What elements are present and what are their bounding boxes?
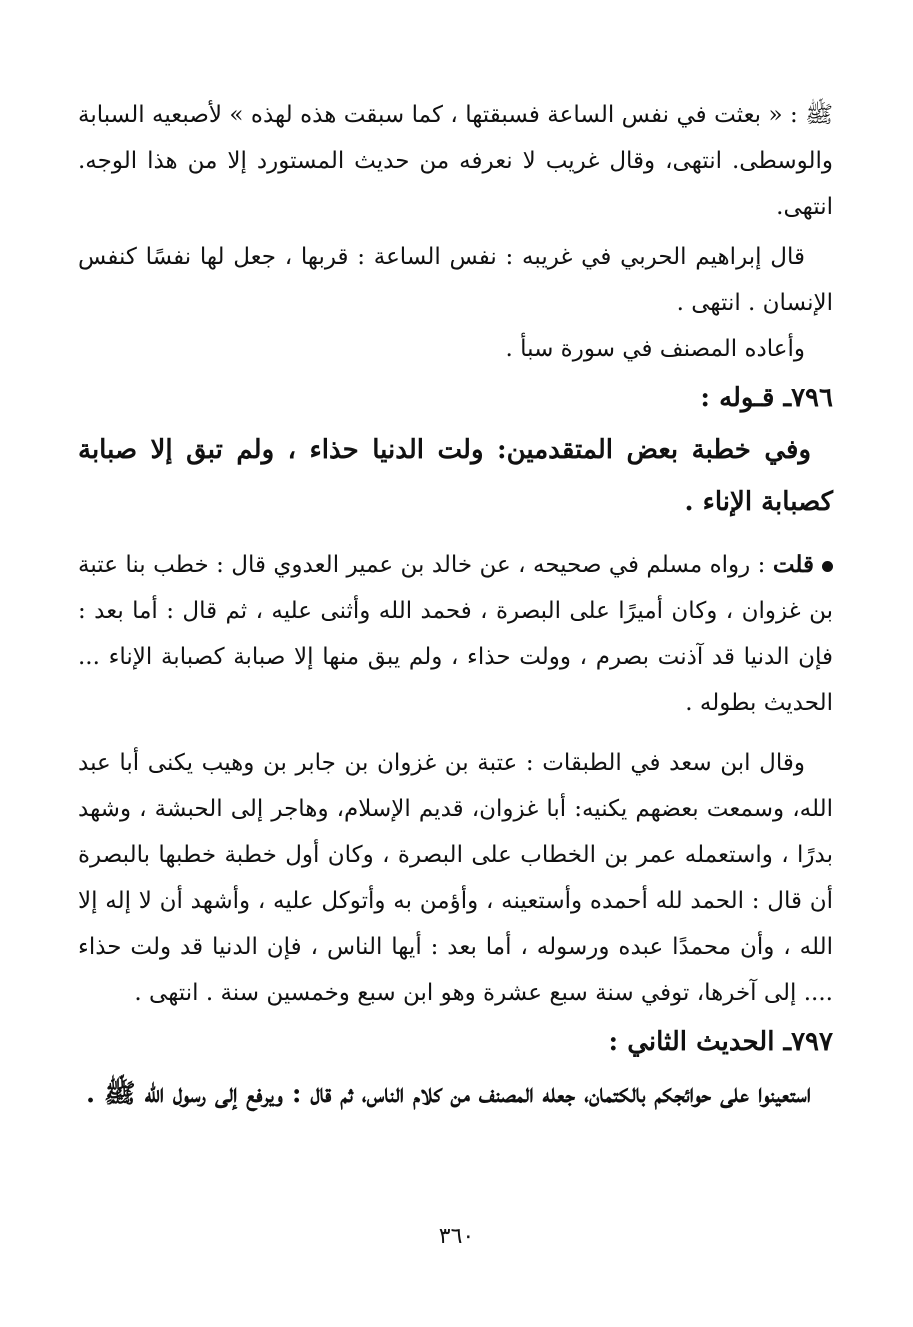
commentary-body: : رواه مسلم في صحيحه ، عن خالد بن عمير العدوي قال : خطب بنا عتبة بن غزوان ، وكان أميرًا على البصرة ، فحمد الله وأثنى عليه ، ثم قال : أما بعد : فإن الدنيا قد آذنت بصرم ، وولت حذاء ، ولم يبق منها إلا صبابة كصبابة الإناء ... الحديث بطوله . xyxy=(78,552,833,716)
page-number: ٣٦٠ xyxy=(438,1224,475,1249)
quote-text-796: وفي خطبة بعض المتقدمين: ولت الدنيا حذاء ، ولم تبق إلا صبابة كصبابة الإناء . xyxy=(78,435,833,517)
quote-text-797: استعينوا على حوائجكم بالكتمان، جعله المصنف من كلام الناس، ثم قال : ويرفع إلى رسول الله ﷺ . xyxy=(85,1079,811,1109)
page-body xyxy=(78,92,833,1120)
paragraph-commentary xyxy=(78,542,833,726)
section-heading-797: ٧٩٧ـ الحديث الثاني : xyxy=(608,1027,833,1057)
paragraph-ibn-saad: وقال ابن سعد في الطبقات : عتبة بن غزوان بن جابر بن وهيب يكنى أبا عبد الله، وسمعت بعضهم يكنيه: أبا غزوان، قديم الإسلام، وهاجر إلى الحبشة ، وشهد بدرًا ، واستعمله عمر بن الخطاب على البصرة ، وكان أول خطبة خطبها بالبصرة أن قال : الحمد لله أحمده وأستعينه ، وأؤمن به وأتوكل عليه ، وأشهد أن لا إله إلا الله ، وأن محمدًا عبده ورسوله ، أما بعد : أيها الناس ، فإن الدنيا قد ولت حذاء .... إلى آخرها، توفي سنة سبع عشرة وهو ابن سبع وخمسين سنة . انتهى . xyxy=(78,750,834,1006)
paragraph-repeated-note: وأعاده المصنف في سورة سبأ . xyxy=(505,336,805,362)
commentary-lead: قلت xyxy=(772,551,815,578)
paragraph-hadith-tail: ﷺ : « بعثت في نفس الساعة فسبقتها ، كما سبقت هذه لهذه » لأصبعيه السبابة والوسطى. انتهى، وقال غريب لا نعرفه من حديث المستورد إلا من هذا الوجه. انتهى. xyxy=(78,102,833,220)
section-heading-796: ٧٩٦ـ قـوله : xyxy=(700,383,833,413)
paragraph-harbi-quote: قال إبراهيم الحربي في غريبه : نفس الساعة : قربها ، جعل لها نفسًا كنفس الإنسان . انتهى . xyxy=(78,244,833,316)
bullet-icon xyxy=(822,561,833,572)
